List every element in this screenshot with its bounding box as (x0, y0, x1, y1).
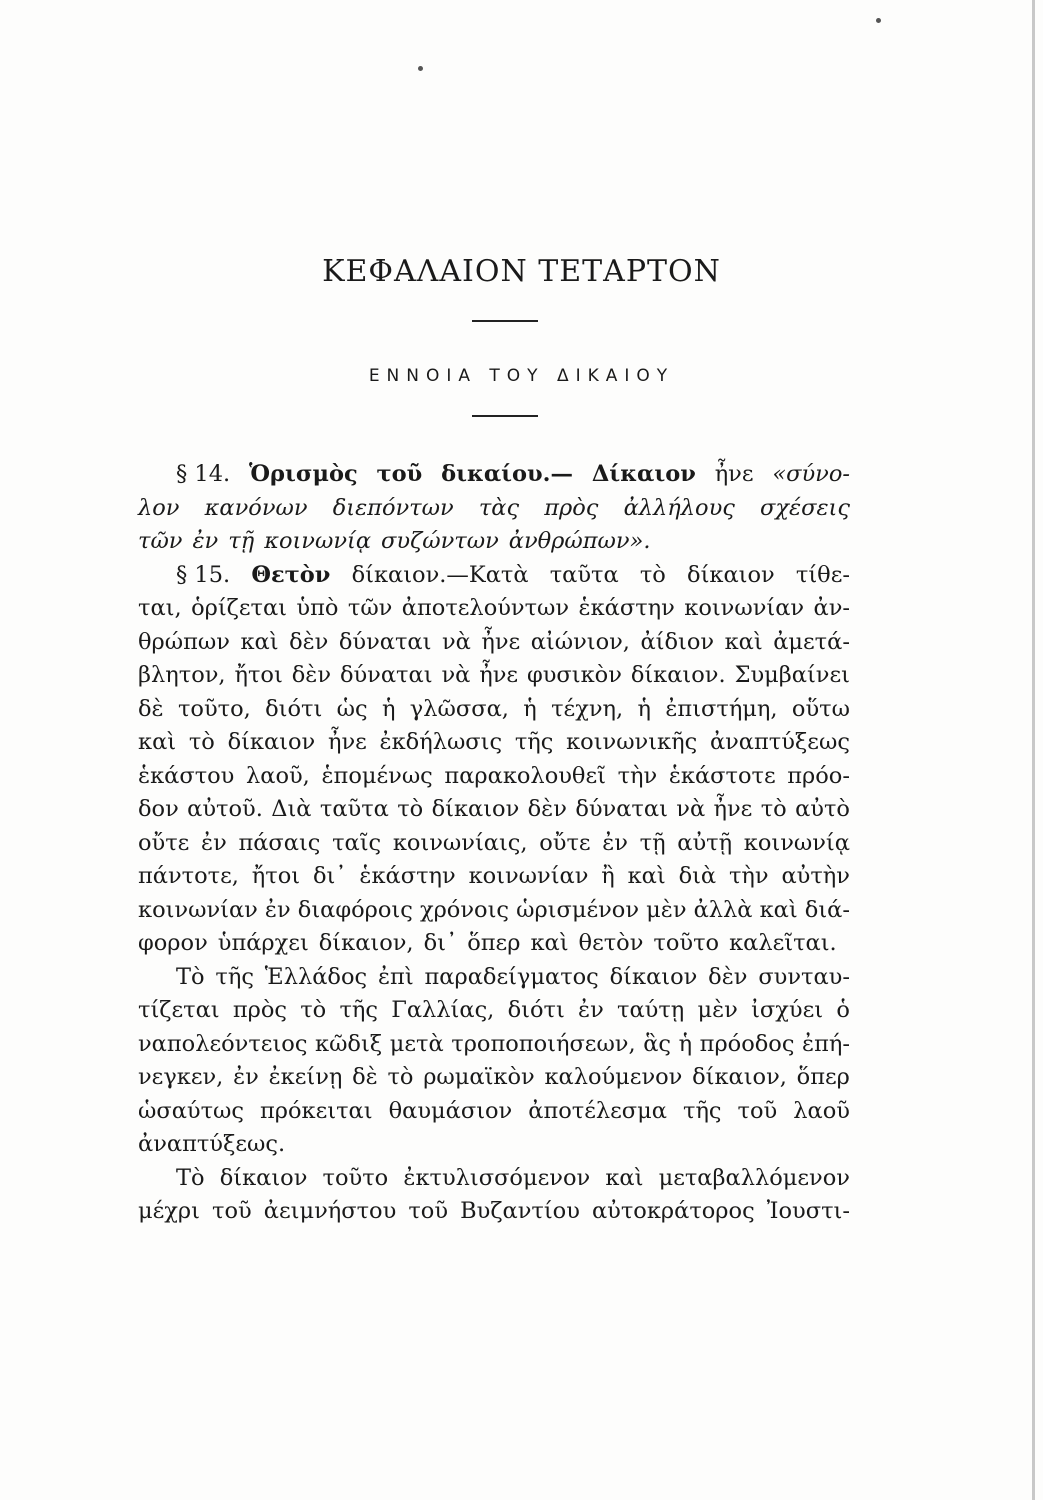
word: τοῦτο (322, 1164, 389, 1191)
word: καὶ (627, 863, 666, 889)
print-speck (876, 18, 881, 23)
word: πρόκειται (260, 1097, 373, 1124)
word: θετὸν (578, 930, 644, 956)
word: λαοῦ (793, 1097, 850, 1124)
word: διεπόντων (332, 494, 454, 521)
word: ὅπερ (796, 1064, 850, 1090)
word: πρὸς (544, 494, 599, 521)
word: νὰ (441, 662, 471, 688)
word: πρόοδος (699, 1030, 795, 1057)
word: ὁ (836, 997, 850, 1023)
word: τὸ (188, 729, 215, 755)
word: «σύνο- (772, 461, 850, 487)
word: ταῦτα (549, 561, 619, 588)
word: κοινωνίαις, (392, 829, 528, 856)
print-speck (418, 66, 423, 71)
word: Τὸ (176, 963, 205, 990)
word: ὅπερ (467, 930, 521, 956)
title-rule-top (472, 320, 538, 322)
chapter-subtitle: ΕΝΝΟΙΑ ΤΟΥ ΔΙΚΑΙΟΥ (368, 366, 675, 386)
word: ἦνε (481, 628, 521, 655)
word: διά- (804, 896, 850, 923)
text-line (138, 1061, 850, 1095)
word: δὲν (291, 662, 332, 688)
word: § 15. (176, 561, 231, 588)
word: τοῦτο (653, 930, 720, 956)
word: ἀναπτύξεως (709, 729, 850, 755)
word: μὲν (697, 997, 738, 1023)
word: καλεῖται. (729, 930, 837, 956)
word: οὕτω (791, 695, 850, 722)
word: τὸ (639, 561, 666, 588)
word: φυσικὸν (526, 662, 622, 688)
word: αἰώνιον, (530, 628, 630, 655)
word: πάντοτε, (138, 863, 239, 889)
word: τῆς (683, 1097, 722, 1124)
word: ἡ (523, 695, 537, 722)
word: ἀίδιον (640, 628, 715, 655)
word: δίκαιον (609, 963, 698, 990)
word: ναπολεόντειος (138, 1030, 308, 1057)
word: δὲν (289, 628, 329, 655)
word: ἀναπτύξεως. (138, 1131, 286, 1157)
word: ἐν (201, 829, 227, 856)
word: νὰ (676, 796, 706, 822)
text-line (138, 693, 850, 727)
text-line (138, 1028, 850, 1062)
word: δι᾽ (423, 930, 458, 956)
word: δίκαιον. (630, 662, 726, 688)
word: καὶ (138, 729, 177, 755)
text-line (138, 726, 850, 760)
text-line (138, 760, 850, 794)
word: ἦνε (327, 729, 367, 755)
word: παραδείγματος (424, 963, 599, 990)
word: ἢ (601, 863, 615, 889)
word: αὐτὴν (781, 863, 850, 889)
word: διότι (265, 695, 323, 722)
word: ἐν (602, 829, 628, 856)
word: λον (138, 494, 180, 521)
word: ἀνθρώπων». (508, 528, 651, 554)
word: καὶ (530, 930, 569, 956)
word: ἡ (678, 1030, 693, 1057)
word: Δίκαιον (591, 461, 696, 487)
word: τῇ (228, 528, 255, 554)
word: ὡσαύτως (138, 1097, 244, 1124)
word: κῶδιξ (315, 1030, 383, 1057)
word: νεγκεν, (138, 1064, 224, 1090)
word: ἐν (264, 896, 291, 923)
word: ἦνε (713, 796, 753, 822)
word: δον (138, 796, 179, 822)
word: πρὸς (232, 997, 287, 1023)
word: δύναται (575, 796, 668, 822)
word: ἀειμνήστου (263, 1198, 397, 1224)
word: τοῦ (408, 1198, 449, 1224)
word: αὐτοκράτορος (591, 1198, 755, 1224)
word: ὁρίζεται (191, 595, 287, 621)
text-line (138, 961, 850, 995)
word: δύναται (339, 662, 433, 688)
word: ταῖς (332, 829, 382, 856)
word: ται, (138, 595, 182, 621)
text-line (138, 1195, 850, 1229)
word: ἐκδήλωσις (379, 729, 503, 755)
word: ὡρισμένον (516, 896, 640, 923)
word: αὐτῇ (677, 829, 733, 856)
word: ἀλλὰ (693, 896, 753, 923)
text-line (138, 860, 850, 894)
word: τῶν (138, 528, 183, 554)
word: νὰ (441, 628, 471, 655)
word: ἃς (643, 1030, 672, 1057)
word: ἐπή- (802, 1030, 850, 1057)
word: τὸ (397, 796, 424, 822)
word: τοῦ (737, 1097, 778, 1124)
word: τὴν (617, 762, 658, 789)
word: ρωμαϊκὸν (423, 1064, 535, 1090)
word: δίκαιον (431, 796, 520, 822)
word: μέχρι (138, 1198, 200, 1224)
text-line (138, 1162, 850, 1196)
word: κοινωνίαν (468, 863, 589, 889)
word: ἐκτυλισσόμενον (403, 1164, 591, 1191)
word: δὲ (138, 695, 164, 722)
word: ἀλλήλους (623, 494, 735, 521)
word: Συμβαίνει (734, 662, 850, 688)
word: δίκαιον (219, 1164, 308, 1191)
word: ἐπιστήμη, (665, 695, 778, 722)
word: ὡς (336, 695, 368, 722)
word: οὔτε (539, 829, 591, 856)
text-line (138, 458, 850, 492)
word: ἐν (233, 1064, 259, 1090)
text-line (138, 559, 850, 593)
word: ἡ (637, 695, 651, 722)
text-line (138, 827, 850, 861)
word: βλητον, (138, 662, 226, 688)
word: λαοῦ, (246, 762, 310, 789)
word: Θετὸν (251, 561, 331, 588)
word: Ἑλλάδος (264, 963, 368, 990)
word: δικαίου.— (441, 461, 574, 487)
word: δίκαιον (227, 729, 316, 755)
word: ἑκάστην (359, 863, 456, 889)
word: φορον (138, 930, 208, 956)
word: Βυζαντίου (460, 1198, 580, 1224)
word: καὶ (605, 1164, 644, 1191)
word: ἐν (578, 997, 604, 1023)
word: δὲν (527, 796, 567, 822)
text-line (138, 626, 850, 660)
word: § 14. (176, 461, 231, 487)
word: ταύτῃ (617, 997, 685, 1023)
word: συζώντων (381, 528, 499, 554)
word: γλῶσσα, (409, 695, 509, 722)
word: μετὰ (389, 1030, 444, 1057)
word: ἤτοι (251, 863, 301, 889)
word: Διὰ (271, 796, 312, 822)
word: ἀποτέλεσμα (528, 1097, 667, 1124)
word: δι᾽ (312, 863, 347, 889)
word: δὲν (708, 963, 748, 990)
word: ἐπὶ (377, 963, 414, 990)
text-line (138, 894, 850, 928)
word: ὑπὸ (296, 595, 339, 621)
word: θρώπων (138, 628, 230, 655)
text-line (138, 525, 850, 559)
word: πρόο- (787, 762, 850, 789)
word: δύναται (338, 628, 432, 655)
word: τῶν (347, 595, 393, 621)
word: καὶ (724, 628, 763, 655)
chapter-title: ΚΕΦΑΛΑΙΟΝ ΤΕΤΑΡΤΟΝ (322, 254, 721, 289)
word: δίκαιον.—Κατὰ (351, 561, 529, 588)
word: Τὸ (176, 1164, 205, 1191)
word: παρακολουθεῖ (444, 762, 606, 789)
word: καλούμενον (544, 1064, 683, 1090)
word: ἤτοι (234, 662, 283, 688)
word: τροποποιήσεων, (451, 1030, 636, 1057)
word: τοῦ (212, 1198, 252, 1224)
word: τὸ (300, 997, 327, 1023)
word: διὰ (678, 863, 717, 889)
text-line (138, 492, 850, 526)
word: αὐτὸ (795, 796, 850, 822)
word: ἐκείνῃ (268, 1064, 343, 1090)
word: ταῦτα (319, 796, 389, 822)
word: ἑπομένως (321, 762, 433, 789)
word: αὐτοῦ. (187, 796, 263, 822)
text-line (138, 1128, 850, 1162)
word: ἦνε (479, 662, 519, 688)
word: ἑκάστην (578, 595, 675, 621)
word: ἀποτελούντων (401, 595, 570, 621)
word: ἡ (381, 695, 396, 722)
word: μὲν (646, 896, 687, 923)
word: κοινωνίαν (684, 595, 805, 621)
word: δίκαιον, (692, 1064, 787, 1090)
word: ὑπάρχει (217, 930, 309, 956)
word: ἀμετά- (773, 628, 850, 655)
word: οὔτε (138, 829, 190, 856)
text-line (138, 994, 850, 1028)
text-line (138, 592, 850, 626)
word: τὸ (387, 1064, 414, 1090)
word: τέχνη, (551, 695, 624, 722)
word: μεταβαλλόμενον (658, 1164, 850, 1191)
word: κανόνων (204, 494, 308, 521)
word: ἑκάστου (138, 762, 235, 789)
word: τὸ (760, 796, 787, 822)
text-line (138, 927, 850, 961)
word: τῆς (215, 963, 254, 990)
word: ἀν- (813, 595, 850, 621)
word: τοῦ (376, 461, 423, 487)
text-line (138, 659, 850, 693)
word: ἰσχύει (751, 997, 824, 1023)
word: κοινωνίᾳ (743, 829, 850, 856)
word: ἦνε (714, 461, 754, 487)
word: τὴν (728, 863, 769, 889)
word: Ἰουστι- (766, 1198, 850, 1224)
page-edge-shadow (1032, 0, 1035, 1500)
word: θαυμάσιον (388, 1097, 513, 1124)
word: τῆς (339, 997, 378, 1023)
body-text (138, 458, 850, 1229)
word: κοινωνικῆς (566, 729, 698, 755)
word: διότι (507, 997, 565, 1023)
word: Ὁρισμὸς (249, 461, 358, 487)
word: τοῦτο, (177, 695, 251, 722)
text-line (138, 793, 850, 827)
word: κοινωνίαν (138, 896, 258, 923)
word: Γαλλίας, (391, 997, 495, 1023)
word: πάσαις (238, 829, 321, 856)
word: τῆς (514, 729, 554, 755)
word: συνταυ- (758, 963, 850, 990)
word: κοινωνίᾳ (264, 528, 372, 554)
word: τὰς (478, 494, 520, 521)
title-rule-bottom (472, 415, 538, 417)
word: ἐν (192, 528, 219, 554)
word: τίθε- (795, 561, 850, 588)
word: δίκαιον (687, 561, 775, 588)
word: σχέσεις (760, 494, 850, 521)
text-line (138, 1095, 850, 1129)
word: ἑκάστοτε (668, 762, 776, 789)
word: διαφόροις (297, 896, 413, 923)
word: δὲ (352, 1064, 378, 1090)
word: δίκαιον, (318, 930, 414, 956)
word: χρόνοις (419, 896, 509, 923)
word: τῇ (639, 829, 666, 856)
word: τίζεται (138, 997, 220, 1023)
word: καὶ (240, 628, 279, 655)
word: καὶ (759, 896, 798, 923)
